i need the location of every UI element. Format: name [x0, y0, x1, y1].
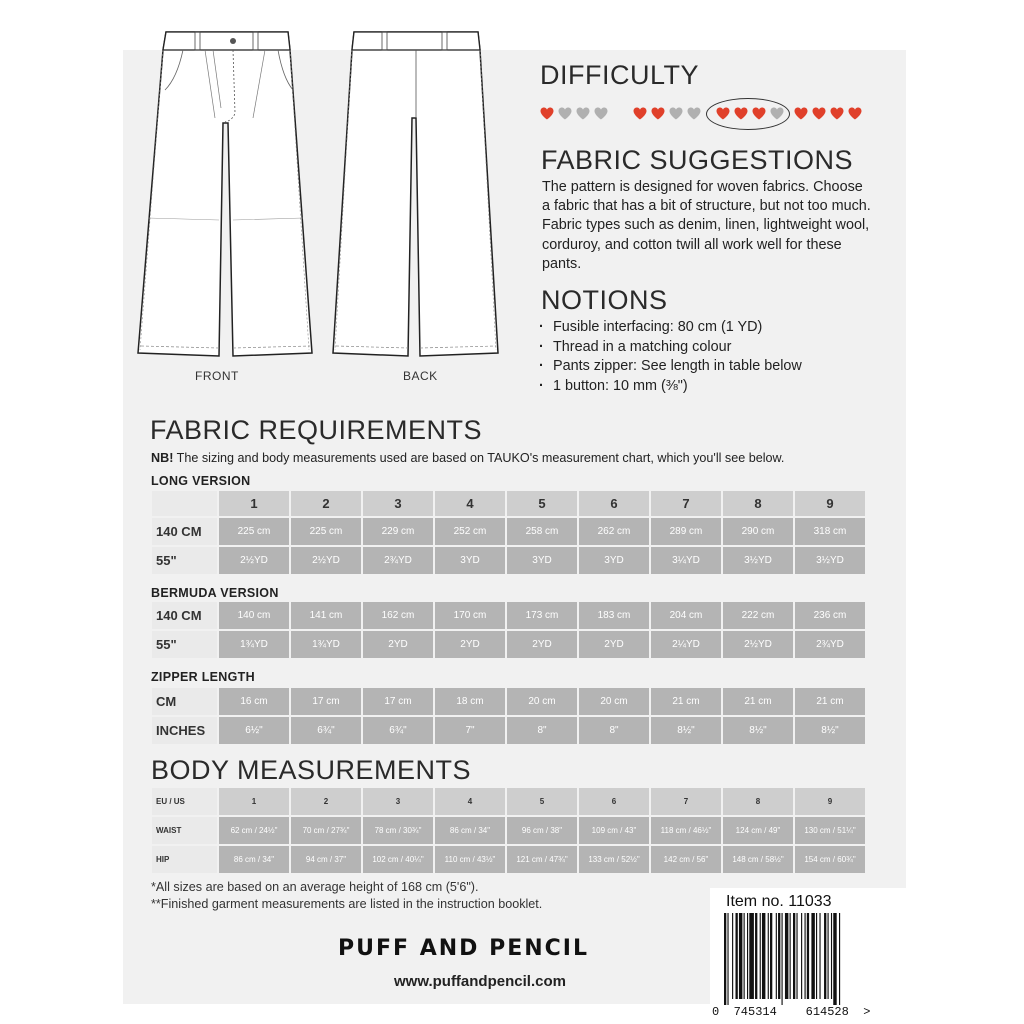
- table-cell: 6½": [219, 717, 289, 744]
- row-label: 140 CM: [152, 602, 217, 629]
- table-cell: 2½YD: [219, 547, 289, 574]
- table-cell: 62 cm / 24½": [219, 817, 289, 844]
- notion-item: · 1 button: 10 mm (⅜"): [538, 377, 802, 397]
- row-label: 55": [152, 547, 217, 574]
- pants-back-illustration: [330, 28, 520, 358]
- table-cell: 21 cm: [795, 688, 865, 715]
- heart-filled-icon: [830, 107, 844, 120]
- table-cell: 7": [435, 717, 505, 744]
- table-cell: 21 cm: [651, 688, 721, 715]
- table-cell: 236 cm: [795, 602, 865, 629]
- table-row: [152, 631, 865, 658]
- table-cell: 3YD: [435, 547, 505, 574]
- table-cell: 2¾YD: [363, 547, 433, 574]
- heart-filled-icon: [848, 107, 862, 120]
- sizing-note-text: The sizing and body measurements used are based on TAUKO's measurement chart, which you'll see below.: [173, 451, 785, 465]
- size-header-cell: 8: [723, 491, 793, 516]
- table-cell: 133 cm / 52½": [579, 846, 649, 873]
- table-cell: 109 cm / 43": [579, 817, 649, 844]
- table-cell: 1¾YD: [219, 631, 289, 658]
- table-cell: 2½YD: [291, 547, 361, 574]
- table-cell: 290 cm: [723, 518, 793, 545]
- table-cell: 142 cm / 56": [651, 846, 721, 873]
- back-label: BACK: [403, 369, 438, 383]
- table-cell: 183 cm: [579, 602, 649, 629]
- fabric-suggestions-title: FABRIC SUGGESTIONS: [541, 145, 854, 175]
- header-label: [152, 491, 217, 516]
- table-cell: 225 cm: [219, 518, 289, 545]
- front-label: FRONT: [195, 369, 239, 383]
- heart-filled-icon: [651, 107, 665, 120]
- heart-empty-icon: [576, 107, 590, 120]
- table-cell: 94 cm / 37": [291, 846, 361, 873]
- size-header-cell: 4: [435, 491, 505, 516]
- table-cell: 8½": [651, 717, 721, 744]
- table-cell: 3YD: [579, 547, 649, 574]
- heart-empty-icon: [558, 107, 572, 120]
- table-cell: 8": [507, 717, 577, 744]
- table-cell: 2YD: [435, 631, 505, 658]
- table-cell: 2½YD: [723, 631, 793, 658]
- heart-filled-icon: [633, 107, 647, 120]
- table-cell: 3½YD: [723, 547, 793, 574]
- table-cell: 222 cm: [723, 602, 793, 629]
- heart-filled-icon: [794, 107, 808, 120]
- heart-filled-icon: [716, 107, 730, 120]
- table-cell: 8½": [795, 717, 865, 744]
- table-row: [152, 688, 865, 715]
- heart-filled-icon: [752, 107, 766, 120]
- barcode-icon: [716, 913, 896, 1005]
- notions-list: [538, 318, 802, 396]
- size-header-cell: 5: [507, 491, 577, 516]
- size-header-cell: 8: [723, 788, 793, 815]
- table-cell: 21 cm: [723, 688, 793, 715]
- zipper-length-table: [150, 686, 867, 746]
- notion-item: · Fusible interfacing: 80 cm (1 YD): [538, 318, 802, 338]
- footnote-height: *All sizes are based on an average height of 168 cm (5'6").: [151, 880, 479, 894]
- table-cell: 86 cm / 34": [219, 846, 289, 873]
- table-cell: 20 cm: [579, 688, 649, 715]
- table-row: [152, 717, 865, 744]
- table-cell: 148 cm / 58½": [723, 846, 793, 873]
- size-header-cell: 6: [579, 788, 649, 815]
- table-cell: 162 cm: [363, 602, 433, 629]
- table-row: [152, 846, 865, 873]
- table-row: [152, 817, 865, 844]
- size-header-cell: 2: [291, 788, 361, 815]
- heart-empty-icon: [687, 107, 701, 120]
- row-label: 55": [152, 631, 217, 658]
- table-cell: 229 cm: [363, 518, 433, 545]
- table-cell: 6¾": [291, 717, 361, 744]
- table-cell: 258 cm: [507, 518, 577, 545]
- table-row: [152, 602, 865, 629]
- size-header-cell: 1: [219, 788, 289, 815]
- long-version-table: [150, 489, 867, 576]
- table-row: [152, 547, 865, 574]
- sizing-note: [151, 451, 784, 465]
- difficulty-scale: [540, 98, 870, 132]
- header-label: EU / US: [152, 788, 217, 815]
- table-cell: 173 cm: [507, 602, 577, 629]
- table-cell: 6¾": [363, 717, 433, 744]
- zipper-length-title: ZIPPER LENGTH: [151, 670, 255, 684]
- table-cell: 262 cm: [579, 518, 649, 545]
- table-cell: 17 cm: [363, 688, 433, 715]
- table-cell: 130 cm / 51¼": [795, 817, 865, 844]
- row-label: 140 CM: [152, 518, 217, 545]
- size-header-cell: 7: [651, 491, 721, 516]
- item-number: Item no. 11033: [726, 893, 832, 910]
- table-cell: 78 cm / 30¾": [363, 817, 433, 844]
- size-header-cell: 5: [507, 788, 577, 815]
- table-cell: 110 cm / 43½": [435, 846, 505, 873]
- table-cell: 16 cm: [219, 688, 289, 715]
- size-header-cell: 1: [219, 491, 289, 516]
- table-cell: 2YD: [579, 631, 649, 658]
- size-header-cell: 9: [795, 788, 865, 815]
- heart-filled-icon: [540, 107, 554, 120]
- table-cell: 70 cm / 27¾": [291, 817, 361, 844]
- notion-item: · Pants zipper: See length in table below: [538, 357, 802, 377]
- table-cell: 2¾YD: [795, 631, 865, 658]
- size-header-row: [152, 788, 865, 815]
- fabric-suggestions-text: The pattern is designed for woven fabrics. Choose a fabric that has a bit of structure, but not too much. Fabric types such as denim, linen, lightweight wool, corduroy, and cotton twill all work well for these pants.: [542, 179, 871, 272]
- table-cell: 17 cm: [291, 688, 361, 715]
- table-row: [152, 518, 865, 545]
- row-label: HIP: [152, 846, 217, 873]
- table-cell: 141 cm: [291, 602, 361, 629]
- table-cell: 318 cm: [795, 518, 865, 545]
- table-cell: 8½": [723, 717, 793, 744]
- table-cell: 1¾YD: [291, 631, 361, 658]
- size-header-cell: 4: [435, 788, 505, 815]
- table-cell: 96 cm / 38": [507, 817, 577, 844]
- size-header-cell: 9: [795, 491, 865, 516]
- heart-empty-icon: [669, 107, 683, 120]
- barcode-digits: 0 745314 614528 >: [712, 1005, 871, 1019]
- body-measurements-title: BODY MEASUREMENTS: [151, 755, 472, 785]
- pants-front-illustration: [135, 28, 325, 358]
- table-cell: 8": [579, 717, 649, 744]
- size-header-cell: 3: [363, 491, 433, 516]
- body-measurements-table: [150, 786, 867, 875]
- table-cell: 289 cm: [651, 518, 721, 545]
- size-header-cell: 7: [651, 788, 721, 815]
- size-header-cell: 6: [579, 491, 649, 516]
- table-cell: 3¼YD: [651, 547, 721, 574]
- footnote-finished-garment: **Finished garment measurements are listed in the instruction booklet.: [151, 897, 543, 911]
- row-label: WAIST: [152, 817, 217, 844]
- row-label: CM: [152, 688, 217, 715]
- table-cell: 3YD: [507, 547, 577, 574]
- table-cell: 124 cm / 49": [723, 817, 793, 844]
- table-cell: 20 cm: [507, 688, 577, 715]
- table-cell: 3½YD: [795, 547, 865, 574]
- heart-empty-icon: [770, 107, 784, 120]
- row-label: INCHES: [152, 717, 217, 744]
- heart-filled-icon: [812, 107, 826, 120]
- size-header-cell: 3: [363, 788, 433, 815]
- table-cell: 2YD: [507, 631, 577, 658]
- size-header-row: [152, 491, 865, 516]
- long-version-title: LONG VERSION: [151, 474, 251, 488]
- brand-name: PUFF AND PENCIL: [338, 936, 589, 961]
- heart-filled-icon: [734, 107, 748, 120]
- table-cell: 18 cm: [435, 688, 505, 715]
- table-cell: 2¼YD: [651, 631, 721, 658]
- bermuda-version-title: BERMUDA VERSION: [151, 586, 279, 600]
- table-cell: 2YD: [363, 631, 433, 658]
- table-cell: 154 cm / 60¾": [795, 846, 865, 873]
- table-cell: 252 cm: [435, 518, 505, 545]
- notion-item: · Thread in a matching colour: [538, 338, 802, 358]
- table-cell: 86 cm / 34": [435, 817, 505, 844]
- notions-title: NOTIONS: [541, 285, 668, 315]
- table-cell: 140 cm: [219, 602, 289, 629]
- website-link[interactable]: www.puffandpencil.com: [394, 973, 566, 990]
- bermuda-version-table: [150, 600, 867, 660]
- table-cell: 204 cm: [651, 602, 721, 629]
- table-cell: 121 cm / 47¾": [507, 846, 577, 873]
- table-cell: 118 cm / 46½": [651, 817, 721, 844]
- table-cell: 170 cm: [435, 602, 505, 629]
- difficulty-title: DIFFICULTY: [540, 60, 699, 90]
- table-cell: 225 cm: [291, 518, 361, 545]
- table-cell: 102 cm / 40¼": [363, 846, 433, 873]
- heart-empty-icon: [594, 107, 608, 120]
- size-header-cell: 2: [291, 491, 361, 516]
- fabric-requirements-title: FABRIC REQUIREMENTS: [150, 415, 483, 445]
- sizing-note-label: NB!: [151, 451, 174, 465]
